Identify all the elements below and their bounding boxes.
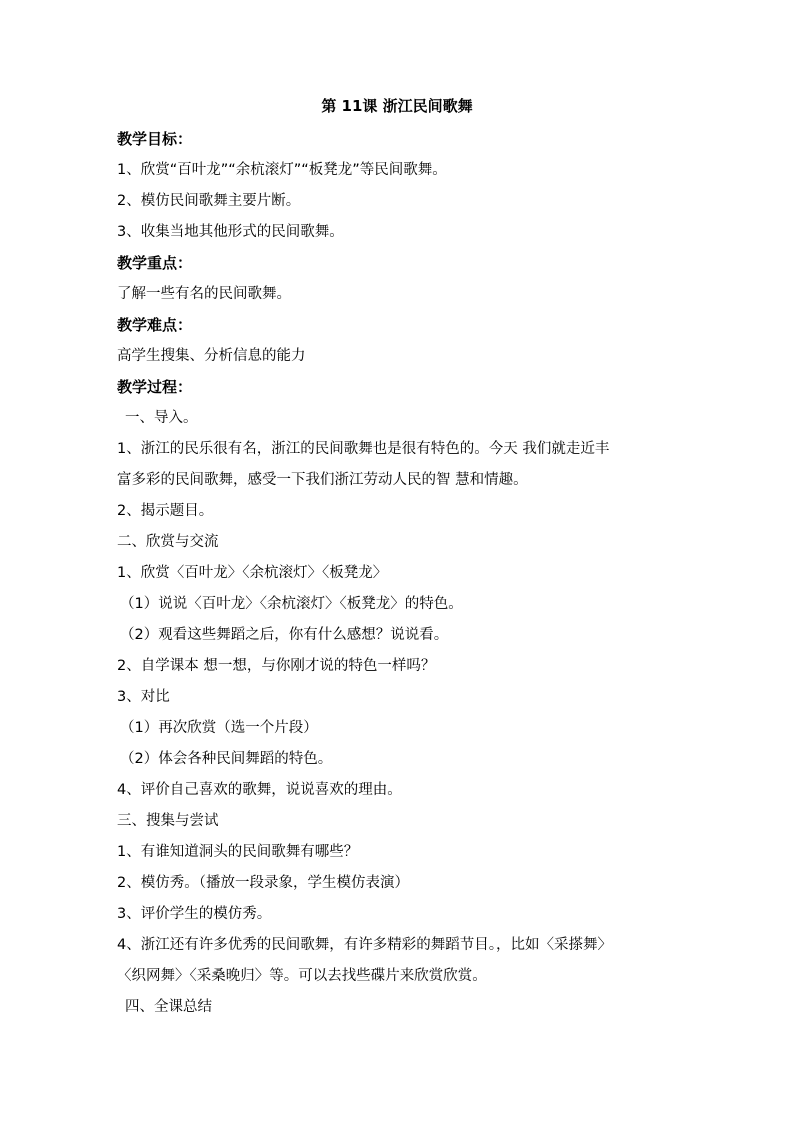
text-line: 高学生搜集、分析信息的能力 bbox=[117, 348, 306, 364]
text-line: 1、欣赏〈百叶龙〉〈余杭滚灯〉〈板凳龙〉 bbox=[117, 565, 388, 581]
text-line: 2、自学课本 想一想，与你刚才说的特色一样吗？ bbox=[117, 658, 436, 674]
section-heading: 教学难点： bbox=[117, 316, 193, 334]
text-line: 富多彩的民间歌舞，感受一下我们浙江劳动人民的智 慧和情趣。 bbox=[117, 472, 528, 488]
text-line: 三、搜集与尝试 bbox=[117, 813, 219, 829]
text-line: 2、揭示题目。 bbox=[117, 503, 214, 519]
text-line: 2、模仿民间歌舞主要片断。 bbox=[117, 193, 301, 209]
text-line: （2）体会各种民间舞蹈的特色。 bbox=[120, 751, 333, 767]
text-line: 1、有谁知道洞头的民间歌舞有哪些？ bbox=[117, 844, 359, 860]
text-line: 一、导入。 bbox=[125, 410, 198, 426]
text-line: 〈织网舞〉〈采桑晚归〉等。可以去找些碟片来欣赏欣赏。 bbox=[117, 968, 487, 984]
lesson-content bbox=[117, 124, 677, 1023]
text-line: 1、欣赏“百叶龙”“余杭滚灯”“板凳龙”等民间歌舞。 bbox=[117, 162, 447, 178]
text-line: 4、浙江还有许多优秀的民间歌舞，有许多精彩的舞蹈节目。，比如〈采搽舞〉 bbox=[117, 937, 612, 953]
text-line: （1）说说〈百叶龙〉〈余杭滚灯〉〈板凳龙〉的特色。 bbox=[120, 596, 463, 612]
lesson-title: 第 11课 浙江民间歌舞 bbox=[321, 97, 473, 115]
text-line: （2）观看这些舞蹈之后，你有什么感想？说说看。 bbox=[120, 627, 449, 643]
text-line: （1）再次欣赏（选一个片段） bbox=[120, 720, 318, 736]
text-line: 二、欣赏与交流 bbox=[117, 534, 219, 550]
section-heading: 教学过程： bbox=[117, 378, 193, 396]
text-line: 2、模仿秀。（播放一段录象，学生模仿表演） bbox=[117, 875, 409, 891]
text-line: 了解一些有名的民间歌舞。 bbox=[117, 286, 291, 302]
text-line: 3、收集当地其他形式的民间歌舞。 bbox=[117, 224, 344, 240]
section-heading: 教学重点： bbox=[117, 254, 193, 272]
text-line: 3、对比 bbox=[117, 689, 170, 705]
text-line: 1、浙江的民乐很有名，浙江的民间歌舞也是很有特色的。今天 我们就走近丰 bbox=[117, 441, 610, 457]
text-line: 3、评价学生的模仿秀。 bbox=[117, 906, 272, 922]
section-heading: 教学目标： bbox=[117, 130, 193, 148]
text-line: 4、评价自己喜欢的歌舞，说说喜欢的理由。 bbox=[117, 782, 402, 798]
text-line: 四、全课总结 bbox=[125, 999, 212, 1015]
